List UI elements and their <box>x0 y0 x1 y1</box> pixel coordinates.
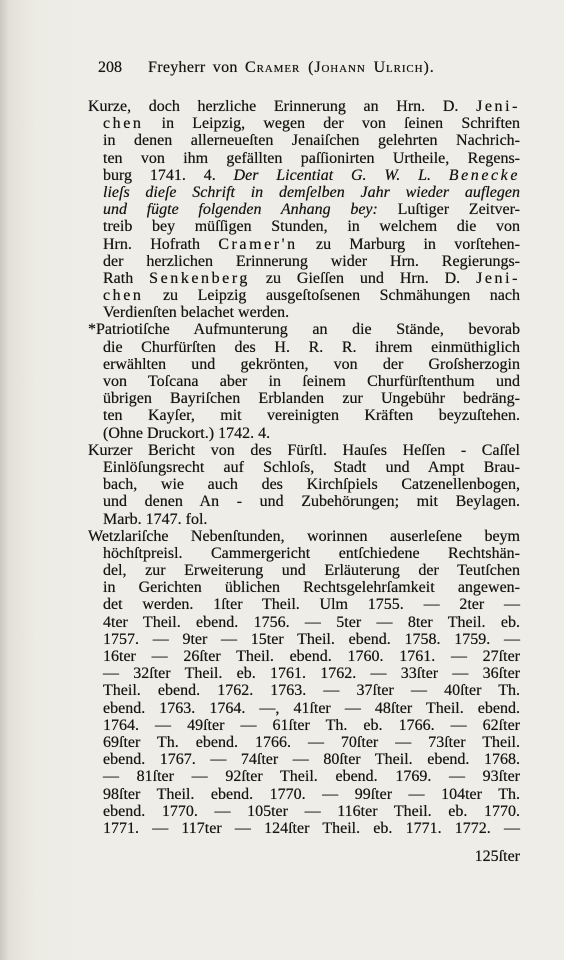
line-segment: 1757. — 9ter — 15ter Theil. ebend. 1758. 1759. — <box>103 630 520 648</box>
text-line <box>103 201 520 218</box>
line-segment: ebend. 1767. — 74ſter — 80ſter Theil. ebend. 1768. <box>103 751 520 769</box>
text-line <box>103 425 520 442</box>
spaced-word: Cramer'n <box>218 235 298 253</box>
italic-text: Der Licentiat G. W. L. <box>233 166 449 184</box>
line-segment: Luſtiger Zeitver- <box>377 201 520 219</box>
spaced-word: Benecke <box>448 166 520 184</box>
line-segment: die Churfürſten des H. R. R. ihrem einmüthiglich <box>103 338 520 356</box>
text-line <box>103 339 520 356</box>
bibliography-entry <box>88 528 520 837</box>
text-line <box>103 373 520 390</box>
running-head <box>148 59 435 77</box>
line-segment: 1771. — 117ter — 124ſter Theil. eb. 1771. 1772. — <box>103 819 520 837</box>
text-line <box>103 476 520 493</box>
line-segment: zu Gieſſen und Hrn. D. <box>249 269 477 287</box>
line-segment: Wetzlariſche Nebenſtunden, worinnen auserleſene beym <box>88 527 520 545</box>
text-line <box>88 528 520 545</box>
line-segment: treib bey müſſigen Stunden, in welchem die von <box>103 218 520 236</box>
line-segment: in denen allerneueſten Jenaiſchen gelehrten Nachrich- <box>103 132 520 150</box>
line-segment: del, zur Erweiterung und Erläuterung der Teutſchen <box>103 562 520 580</box>
line-segment: 4ter Theil. ebend. 1756. — 5ter — 8ter Theil. eb. <box>103 613 520 631</box>
spaced-word: chen <box>103 115 144 133</box>
text-line <box>88 321 520 338</box>
line-segment: Kurze, doch herzliche Erinnerung an Hrn. D. <box>88 98 477 115</box>
spaced-word: Jeni- <box>476 269 521 287</box>
text-line <box>103 167 520 184</box>
line-segment: Marb. 1747. fol. <box>103 510 208 528</box>
spaced-word: Jeni- <box>476 98 520 115</box>
line-segment: ebend. 1770. — 105ter — 116ter Theil. eb. 1770. <box>103 802 520 820</box>
line-segment: in Gerichten üblichen Rechtsgelehrſamkeit angewen- <box>103 579 520 597</box>
line-segment: — 32ſter Theil. eb. 1761. 1762. — 33ſter — 36ſter <box>103 665 520 683</box>
text-line <box>103 356 520 373</box>
text-line <box>88 98 520 115</box>
line-segment: in Leipzig, wegen der von ſeinen Schriften <box>143 115 520 133</box>
line-segment: Rath <box>103 269 150 287</box>
line-segment: von Toſcana aber in ſeinem Churfürſtenthum und <box>103 373 520 390</box>
spaced-word: chen <box>103 287 144 305</box>
text-line <box>103 682 520 699</box>
text-line <box>103 786 520 803</box>
text-line <box>103 150 520 167</box>
line-segment: Kurzer Bericht von des Fürſtl. Hauſes Heſſen - Caſſel <box>88 441 520 459</box>
text-line <box>103 390 520 407</box>
line-segment: Einlöſungsrecht auf Schloſs, Stadt und Ampt Brau- <box>103 458 520 476</box>
bibliography-entry <box>88 98 520 321</box>
text-line <box>103 270 520 287</box>
text-line <box>103 648 520 665</box>
line-segment: und denen An - und Zubehörungen; mit Beylagen. <box>103 493 520 511</box>
line-segment: zu Leipzig ausgeſtoſsenen Schmähungen nach <box>143 287 520 305</box>
text-line <box>103 493 520 510</box>
text-line <box>103 304 520 321</box>
running-head-text: Freyherr von <box>148 59 245 76</box>
text-line <box>103 768 520 785</box>
text-line <box>103 614 520 631</box>
line-segment: 69ſter Th. ebend. 1766. — 70ſter — 73ſter Theil. <box>103 733 520 751</box>
text-line <box>103 218 520 235</box>
running-head-author: Cramer (Johann Ulrich). <box>245 59 435 76</box>
page-body <box>88 98 520 837</box>
text-line <box>103 631 520 648</box>
line-segment: ten Kayſer, mit vereinigten Kräften beyzuſtehen. <box>103 407 520 425</box>
line-segment: übrigen Bayriſchen Erblanden zur Ungebühr bedräng- <box>103 390 520 408</box>
text-line <box>103 253 520 270</box>
text-line <box>103 579 520 596</box>
line-segment: höchſtpreisl. Cammergericht entſchiedene Rechtshän- <box>103 544 520 562</box>
line-segment: Hrn. Hofrath <box>103 235 219 253</box>
bibliography-entry <box>88 321 520 441</box>
line-segment: erwählten und gekrönten, von der Groſsherzogin <box>103 355 520 373</box>
text-line <box>103 511 520 528</box>
text-line <box>103 132 520 149</box>
spaced-word: Senkenberg <box>149 269 250 287</box>
text-line <box>103 700 520 717</box>
line-segment: 1764. — 49ſter — 61ſter Th. eb. 1766. — 62ſter <box>103 716 520 734</box>
line-segment: 98ſter Theil. ebend. 1770. — 99ſter — 104ter Th. <box>103 785 520 803</box>
line-segment: Theil. ebend. 1762. 1763. — 37ſter — 40ſter Th. <box>103 682 520 700</box>
text-line <box>103 562 520 579</box>
text-line <box>103 596 520 613</box>
line-segment: Verdienſten belachet werden. <box>103 304 290 322</box>
line-segment: det werden. 1ſter Theil. Ulm 1755. — 2ter — <box>103 596 520 614</box>
italic-text: und fügte folgenden Anhang bey: <box>103 201 378 219</box>
bibliography-entry <box>88 442 520 528</box>
line-segment: *Patriotiſche Aufmunterung an die Stände, bevorab <box>88 321 520 339</box>
line-segment: ebend. 1763. 1764. —, 41ſter — 48ſter Theil. ebend. <box>103 699 520 717</box>
line-segment: — 81ſter — 92ſter Theil. ebend. 1769. — 93ſter <box>103 768 520 786</box>
text-line <box>103 665 520 682</box>
text-line <box>103 115 520 132</box>
page-number: 208 <box>98 59 122 76</box>
line-segment: der herzlichen Erinnerung wider Hrn. Regierungs- <box>103 252 520 270</box>
text-line <box>103 734 520 751</box>
catchword: 125ſter <box>474 848 520 865</box>
text-line <box>103 803 520 820</box>
line-segment: 16ter — 26ſter Theil. ebend. 1760. 1761. — 27ſter <box>103 648 520 665</box>
text-line <box>103 751 520 768</box>
text-line <box>103 287 520 304</box>
line-segment: zu Marburg in vorſtehen- <box>297 235 520 253</box>
text-line <box>103 717 520 734</box>
line-segment: (Ohne Druckort.) 1742. 4. <box>103 424 271 442</box>
text-line <box>103 545 520 562</box>
line-segment: burg 1741. 4. <box>103 166 234 184</box>
text-line <box>103 184 520 201</box>
text-line <box>88 442 520 459</box>
italic-text: lieſs dieſe Schrift in demſelben Jahr wieder auflegen <box>103 183 520 201</box>
line-segment: ten von ihm gefällten paſſionirten Urtheile, Regens- <box>103 149 520 167</box>
text-line <box>103 459 520 476</box>
line-segment: bach, wie auch des Kirchſpiels Catzenellenbogen, <box>103 476 520 494</box>
text-line <box>103 820 520 837</box>
text-line <box>103 407 520 424</box>
text-line <box>103 236 520 253</box>
